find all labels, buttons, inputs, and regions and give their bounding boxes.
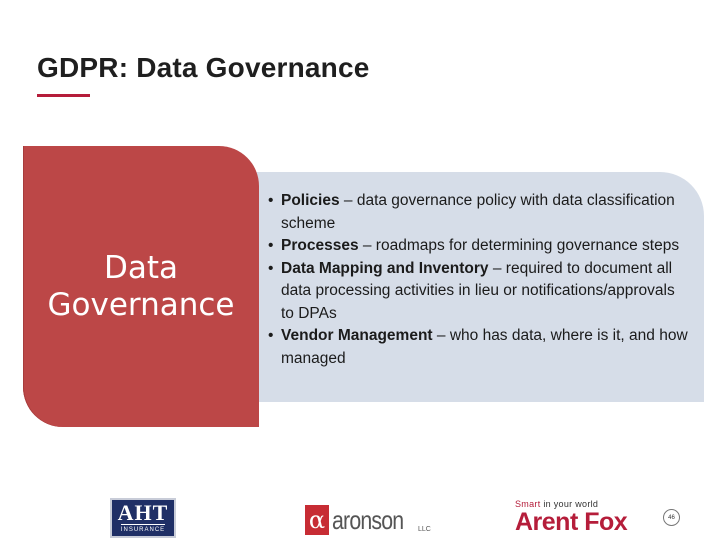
arent-fox-name: Arent Fox xyxy=(515,508,628,536)
bullet-term: Data Mapping and Inventory xyxy=(281,259,489,277)
bullet-term: Processes xyxy=(281,237,359,254)
bullet-glyph: • xyxy=(268,237,274,254)
aronson-llc: LLC xyxy=(418,526,431,533)
bullet-item-vendor-management xyxy=(268,325,688,370)
bullet-term: Policies xyxy=(281,192,340,209)
bullet-text: – required to document all data processing activities in lieu or notifications/approvals to DPAs xyxy=(281,259,675,322)
topic-box-line1: Data xyxy=(103,249,179,286)
bullet-item-processes xyxy=(268,235,688,258)
aht-logo-text: AHT xyxy=(117,500,169,525)
aronson-wordmark: aronson xyxy=(332,504,404,535)
bullet-glyph: • xyxy=(268,327,274,344)
aronson-alpha-icon: α xyxy=(305,505,329,535)
aht-logo-sub: INSURANCE xyxy=(121,524,165,534)
bullet-glyph: • xyxy=(268,259,274,277)
page-number: 46 xyxy=(663,509,680,526)
topic-box xyxy=(23,146,259,427)
bullet-text: – who has data, where is it, and how managed xyxy=(281,327,688,367)
bullet-item-data-mapping xyxy=(268,258,688,326)
slide-title: GDPR: Data Governance xyxy=(37,52,370,83)
arent-fox-tagline: Smart in your world xyxy=(515,499,599,509)
bullet-text: – roadmaps for determining governance steps xyxy=(358,237,680,254)
bullet-text: – data governance policy with data classification scheme xyxy=(281,192,675,232)
topic-box-line2: Governance xyxy=(47,286,235,323)
bullet-glyph: • xyxy=(268,192,274,209)
bullet-list xyxy=(268,190,688,370)
aht-insurance-logo xyxy=(110,498,176,538)
aronson-logo xyxy=(305,503,431,537)
arent-fox-logo xyxy=(515,499,645,535)
title-accent-bar xyxy=(37,94,90,97)
bullet-term: Vendor Management xyxy=(281,327,433,344)
bullet-item-policies xyxy=(268,190,688,235)
